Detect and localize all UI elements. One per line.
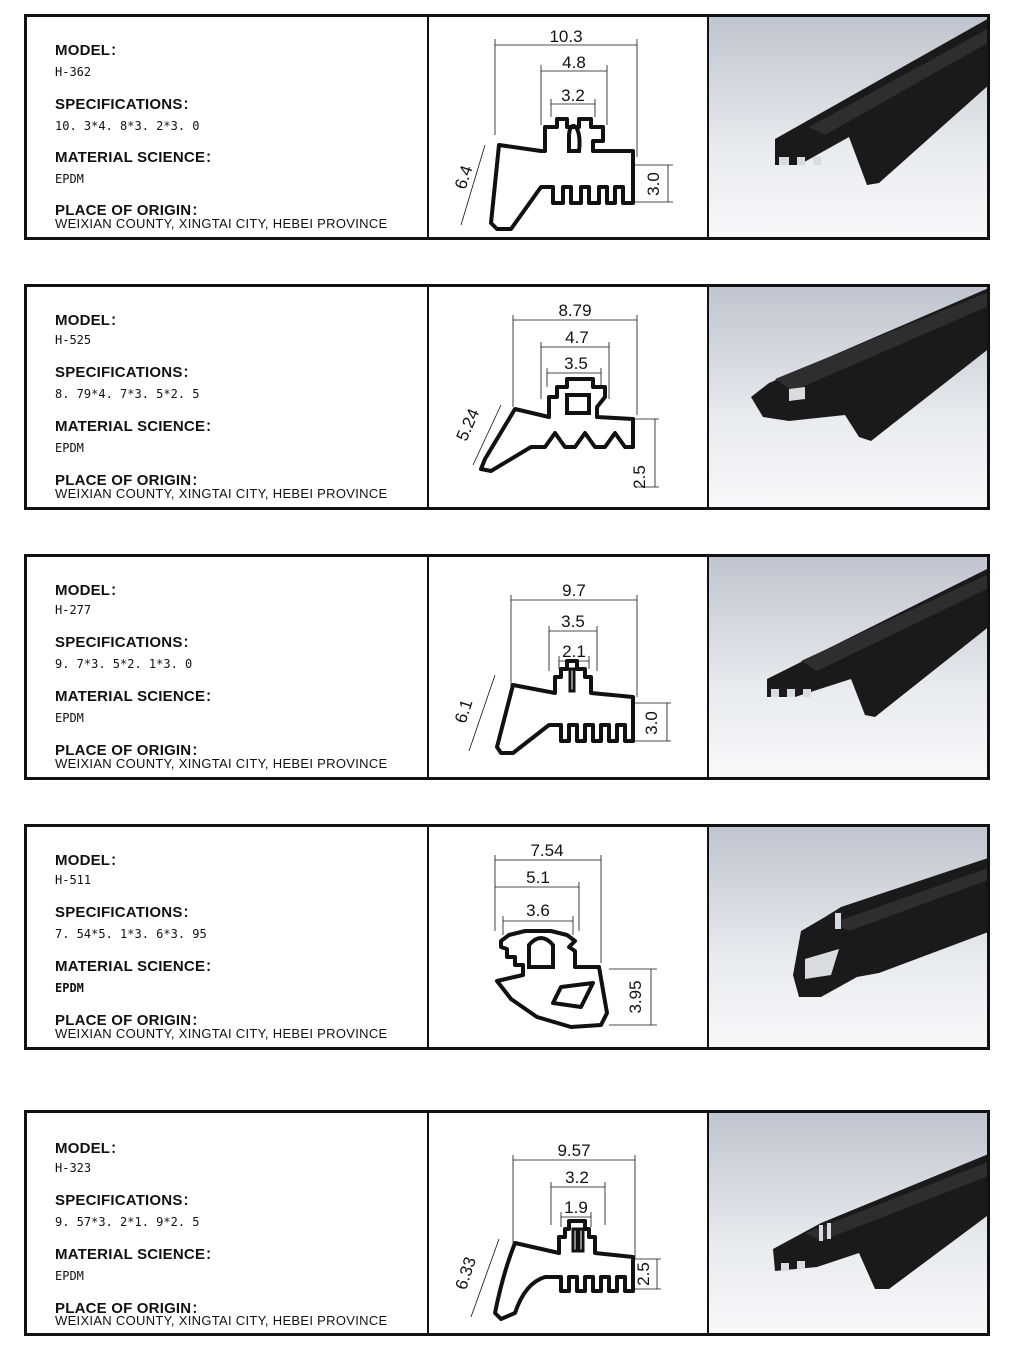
specifications-value: 9. 57*3. 2*1. 9*2. 5 [55,1215,200,1229]
material-label: MATERIAL SCIENCE： [55,418,221,435]
dimension-total: 9.7 [562,581,586,600]
product-info [27,1113,429,1333]
origin-value: WEIXIAN COUNTY, XINGTAI CITY, HEBEI PROVINCE [55,486,388,501]
origin-value: WEIXIAN COUNTY, XINGTAI CITY, HEBEI PROVINCE [55,1313,388,1328]
product-card [24,284,990,510]
specifications-value: 9. 7*3. 5*2. 1*3. 0 [55,657,193,671]
origin-label: PLACE OF ORIGIN： [55,472,207,489]
dimension-diagonal: 5.24 [452,405,484,444]
origin-label: PLACE OF ORIGIN： [55,742,207,759]
specifications-label: SPECIFICATIONS： [55,1192,198,1209]
origin-label: PLACE OF ORIGIN： [55,202,207,219]
profile-drawing [429,557,709,777]
dimension-inner: 3.5 [564,354,588,373]
origin-value: WEIXIAN COUNTY, XINGTAI CITY, HEBEI PROVINCE [55,756,388,771]
dimension-mid: 4.7 [565,328,589,347]
product-info [27,17,429,237]
dimension-inner: 3.6 [526,901,550,920]
model-value: H-323 [55,1161,92,1175]
model-value: H-525 [55,333,92,347]
material-value: EPDM [55,172,84,186]
product-info [27,827,429,1047]
profile-drawing [429,287,709,507]
model-label: MODEL： [55,582,126,599]
model-value: H-362 [55,65,92,79]
dimension-height: 3.0 [642,711,661,735]
dimension-mid: 5.1 [526,868,550,887]
dimension-mid: 3.5 [561,612,585,631]
specifications-value: 8. 79*4. 7*3. 5*2. 5 [55,387,200,401]
dimension-inner: 3.2 [561,86,585,105]
material-label: MATERIAL SCIENCE： [55,958,221,975]
specifications-label: SPECIFICATIONS： [55,96,198,113]
dimension-diagonal: 6.1 [451,697,477,726]
product-photo [709,557,987,777]
product-photo [709,1113,987,1333]
dimension-mid: 4.8 [562,53,586,72]
model-value: H-277 [55,603,92,617]
material-value: EPDM [55,711,84,725]
material-value: EPDM [55,981,84,995]
model-label: MODEL： [55,42,126,59]
origin-label: PLACE OF ORIGIN： [55,1300,207,1317]
dimension-total: 10.3 [549,27,583,46]
dimension-height: 2.5 [630,465,649,489]
product-card [24,1110,990,1336]
profile-drawing [429,17,709,237]
material-label: MATERIAL SCIENCE： [55,149,221,166]
product-info [27,557,429,777]
dimension-diagonal: 6.33 [451,1254,480,1292]
dimension-diagonal: 6.4 [451,163,477,192]
product-photo [709,17,987,237]
dimension-height: 3.95 [626,980,645,1014]
dimension-inner: 1.9 [564,1198,588,1217]
material-label: MATERIAL SCIENCE： [55,688,221,705]
dimension-height: 2.5 [634,1262,653,1286]
product-photo [709,287,987,507]
dimension-height: 3.0 [644,172,663,196]
profile-drawing [429,827,709,1047]
dimension-total: 7.54 [530,841,564,860]
product-card [24,824,990,1050]
product-info [27,287,429,507]
origin-value: WEIXIAN COUNTY, XINGTAI CITY, HEBEI PROVINCE [55,1026,388,1041]
model-label: MODEL： [55,312,126,329]
material-value: EPDM [55,441,84,455]
specifications-label: SPECIFICATIONS： [55,904,198,921]
specifications-value: 7. 54*5. 1*3. 6*3. 95 [55,927,207,941]
model-value: H-511 [55,873,92,887]
specifications-label: SPECIFICATIONS： [55,364,198,381]
model-label: MODEL： [55,1140,126,1157]
specifications-label: SPECIFICATIONS： [55,634,198,651]
origin-value: WEIXIAN COUNTY, XINGTAI CITY, HEBEI PROVINCE [55,216,388,231]
product-card [24,14,990,240]
specifications-value: 10. 3*4. 8*3. 2*3. 0 [55,119,200,133]
dimension-total: 9.57 [557,1141,591,1160]
material-value: EPDM [55,1269,84,1283]
material-label: MATERIAL SCIENCE： [55,1246,221,1263]
product-photo [709,827,987,1047]
profile-drawing [429,1113,709,1333]
product-card [24,554,990,780]
dimension-mid: 3.2 [565,1168,589,1187]
model-label: MODEL： [55,852,126,869]
dimension-inner: 2.1 [562,642,586,661]
dimension-total: 8.79 [558,301,592,320]
origin-label: PLACE OF ORIGIN： [55,1012,207,1029]
